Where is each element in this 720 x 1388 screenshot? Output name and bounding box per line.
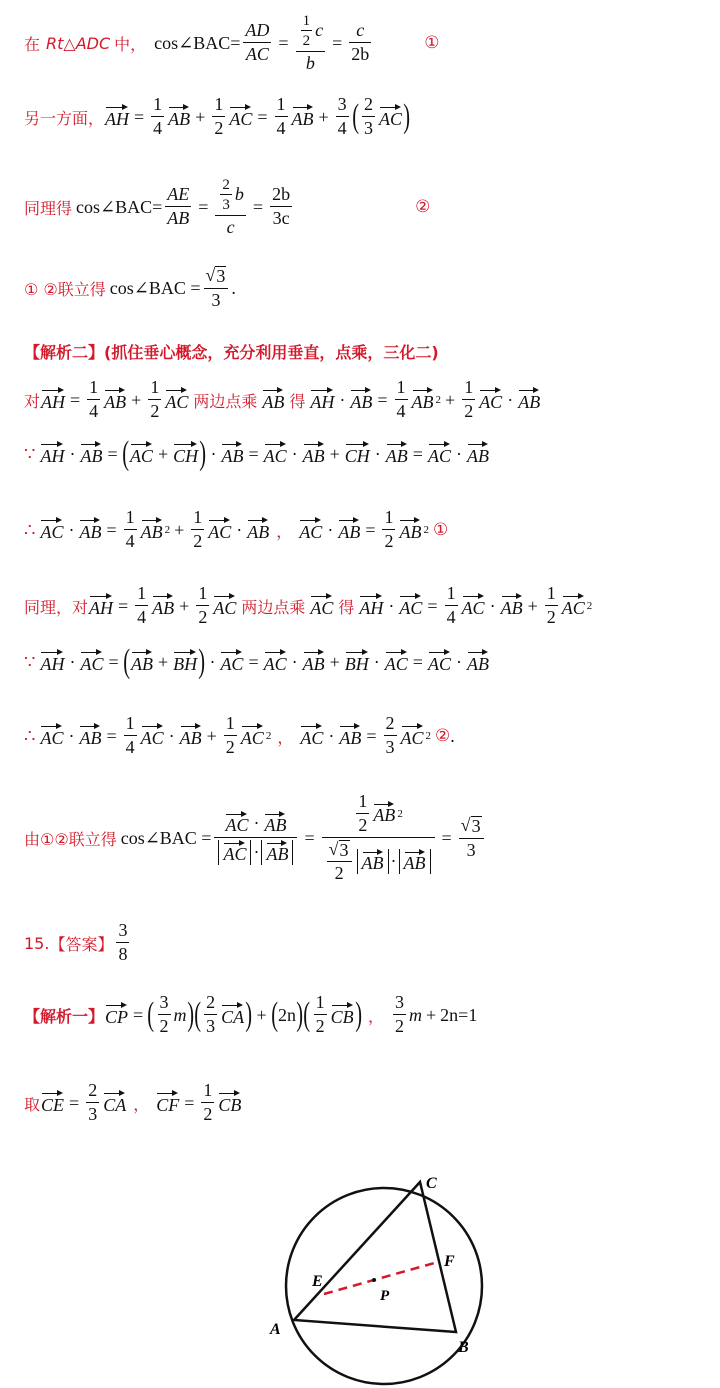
mark-2: ② <box>415 197 431 217</box>
point-p <box>372 1278 376 1282</box>
line-cos-result: ① ②联立得 cos∠BAC = √ 3 3 . <box>24 264 236 310</box>
frac-halfc-b: $\frac{1}{2}$ c b <box>296 13 326 74</box>
answer-fraction: $\frac{3}{8}$ <box>118 920 128 964</box>
line-ah-expansion: 另一方面， AH = $\frac{1}{4}$ AB + $\frac{1}{2}$ AC = $\frac{1}{4}$ AB + $\frac{3}{4}$ ( $\frac{2}{3}$ AC ) <box>24 94 411 138</box>
triangle-abc <box>294 1182 456 1332</box>
line-because-ab: ∵ AH · AB = ( AC + CH ) · AB = AC · AB + CH · AB = AC · AB <box>24 435 489 472</box>
line-cp: 【解析一】 CP = ( $\frac{3}{2}$ m ) ( $\frac{2}{3}$ CA ) + ( 2n ) ( $\frac{1}{2}$ CB ) ， $\frac{3}{2}$ m + 2n =1 <box>24 992 478 1036</box>
line-final-cos: 由①②联立得 cos∠BAC = AC · AB AC · AB = $\frac{1}{2}$ AB 2 √ 3 2 AB · AB = √ 3 3 <box>24 784 712 892</box>
section-analysis-2: 【解析二】(抓住垂心概念，充分利用垂直，点乘，三化二) <box>24 342 439 362</box>
frac-ad-ac: $\frac{AD}{AC}$ <box>245 20 270 64</box>
label-c: C <box>426 1175 437 1192</box>
line-dot-ab: 对 AH = $\frac{1}{4}$ AB + $\frac{1}{2}$ AC 两边点乘 AB 得 AH · AB = $\frac{1}{4}$ AB 2 + $\frac{1}{2}$ AC · AB <box>24 377 541 421</box>
line-because-ac: ∵ AH · AC = ( AB + BH ) · AC = AC · AB + BH · AC = AC · AB <box>24 643 489 680</box>
label-p: P <box>380 1288 390 1304</box>
label-e: E <box>312 1273 323 1290</box>
label-f: F <box>444 1253 455 1270</box>
label-a: A <box>270 1321 281 1338</box>
circle-triangle-diagram <box>260 1168 500 1386</box>
mark-1: ① <box>424 33 440 53</box>
line-therefore-1: ∴ AC · AB = $\frac{1}{4}$ AB 2 + $\frac{1}{2}$ AC · AB ， AC · AB = $\frac{1}{2}$ AB 2 ① <box>24 507 449 551</box>
line-therefore-2: ∴ AC · AB = $\frac{1}{4}$ AC · AB + $\frac{1}{2}$ AC 2 ， AC · AB = $\frac{2}{3}$ AC 2 ② . <box>24 713 455 757</box>
line-ce-cf: 取 CE = $\frac{2}{3}$ CA ， CF = $\frac{1}{2}$ CB <box>24 1080 242 1124</box>
label-b: B <box>458 1339 469 1356</box>
line-cos-adc: 在 Rt △ADC 中， cos∠BAC= $\frac{AD}{AC}$ = $\frac{1}{2}$ c b = $\frac{c}{2b}$ ① <box>24 12 440 73</box>
frac-c-2b: $\frac{c}{2b}$ <box>351 20 370 64</box>
line-dot-ac: 同理，对 AH = $\frac{1}{4}$ AB + $\frac{1}{2}$ AC 两边点乘 AC 得 AH · AC = $\frac{1}{4}$ AC · AB + $\frac{1}{2}$ AC 2 <box>24 583 593 627</box>
line-cos-ae: 同理得 cos∠BAC= $\frac{AE}{AB}$ = $\frac{2}{3}$ b c = $\frac{2b}{3c}$ ② <box>24 176 431 237</box>
answer-15: 15. 【答案】 $\frac{3}{8}$ <box>24 920 128 964</box>
